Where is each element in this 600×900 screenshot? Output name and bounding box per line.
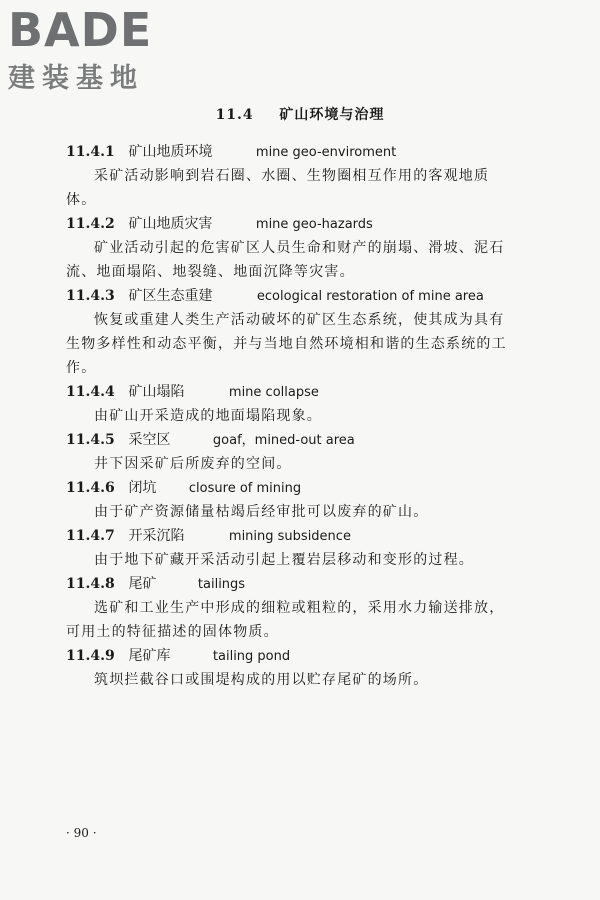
term-line xyxy=(66,430,586,452)
term-number: 11.4.3 xyxy=(66,288,115,304)
term-definition: 选矿和工业生产中形成的细粒或粗粒的，采用水力输送排放，可用土的特征描述的固体物质。 xyxy=(66,600,505,640)
entry-11-4-1 xyxy=(66,142,586,212)
term-number: 11.4.7 xyxy=(66,528,115,544)
term-english: mine geo-enviroment xyxy=(255,145,397,160)
term-line xyxy=(66,142,586,164)
term-english: tailing pond xyxy=(212,649,291,664)
term-chinese: 矿山塌陷 xyxy=(128,384,185,400)
term-english: mine geo-hazards xyxy=(255,217,373,232)
section-heading xyxy=(0,104,600,124)
term-line xyxy=(66,478,586,500)
term-line xyxy=(66,526,586,548)
term-chinese: 矿山地质环境 xyxy=(128,144,213,160)
term-chinese: 尾矿 xyxy=(128,576,157,592)
term-chinese: 采空区 xyxy=(128,432,171,448)
page-number: · 90 · xyxy=(66,826,97,840)
term-line xyxy=(66,574,586,596)
term-definition: 筑坝拦截谷口或围堤构成的用以贮存尾矿的场所。 xyxy=(94,672,429,688)
entry-11-4-4 xyxy=(66,382,586,428)
entry-11-4-8 xyxy=(66,574,586,644)
term-english: mining subsidence xyxy=(228,529,351,544)
entry-11-4-5 xyxy=(66,430,586,476)
term-definition: 由于地下矿藏开采活动引起上覆岩层移动和变形的过程。 xyxy=(94,552,474,568)
term-definition: 采矿活动影响到岩石圈、水圈、生物圈相互作用的客观地质体。 xyxy=(66,168,490,208)
logo-wordmark: BADE xyxy=(8,3,153,57)
term-english: mine collapse xyxy=(228,385,319,400)
term-definition: 由于矿产资源储量枯竭后经审批可以废弃的矿山。 xyxy=(94,504,429,520)
entry-11-4-9 xyxy=(66,646,586,692)
term-english: ecological restoration of mine area xyxy=(256,289,484,304)
term-line xyxy=(66,646,586,668)
term-line xyxy=(66,214,586,236)
glossary-entries xyxy=(66,140,586,692)
term-definition: 矿业活动引起的危害矿区人员生命和财产的崩塌、滑坡、泥石流、地面塌陷、地裂缝、地面沉降等灾害。 xyxy=(66,240,505,280)
term-number: 11.4.5 xyxy=(66,432,115,448)
section-title: 矿山环境与治理 xyxy=(279,107,385,123)
term-number: 11.4.2 xyxy=(66,216,115,232)
term-definition: 由矿山开采造成的地面塌陷现象。 xyxy=(94,408,322,424)
term-line xyxy=(66,286,586,308)
term-chinese: 矿山地质灾害 xyxy=(128,216,213,232)
logo-subtitle: 建装基地 xyxy=(8,63,144,94)
term-line xyxy=(66,382,586,404)
entry-11-4-2 xyxy=(66,214,586,284)
entry-11-4-6 xyxy=(66,478,586,524)
term-number: 11.4.8 xyxy=(66,576,115,592)
term-definition: 井下因采矿后所废弃的空间。 xyxy=(94,456,292,472)
entry-11-4-7 xyxy=(66,526,586,572)
entry-11-4-3 xyxy=(66,286,586,380)
term-english: goaf，mined-out area xyxy=(212,433,355,448)
term-english: closure of mining xyxy=(188,481,302,496)
term-number: 11.4.4 xyxy=(66,384,115,400)
term-english: tailings xyxy=(197,577,246,592)
term-chinese: 矿区生态重建 xyxy=(128,288,213,304)
section-number: 11.4 xyxy=(215,107,254,123)
term-definition: 恢复或重建人类生产活动破坏的矿区生态系统，使其成为具有生物多样性和动态平衡，并与当地自然环境相和谐的生态系统的工作。 xyxy=(66,312,507,376)
term-number: 11.4.6 xyxy=(66,480,115,496)
brand-logo xyxy=(8,3,178,96)
term-chinese: 闭坑 xyxy=(128,480,157,496)
term-chinese: 尾矿库 xyxy=(128,648,171,664)
term-chinese: 开采沉陷 xyxy=(128,528,185,544)
term-number: 11.4.9 xyxy=(66,648,115,664)
term-number: 11.4.1 xyxy=(66,144,115,160)
